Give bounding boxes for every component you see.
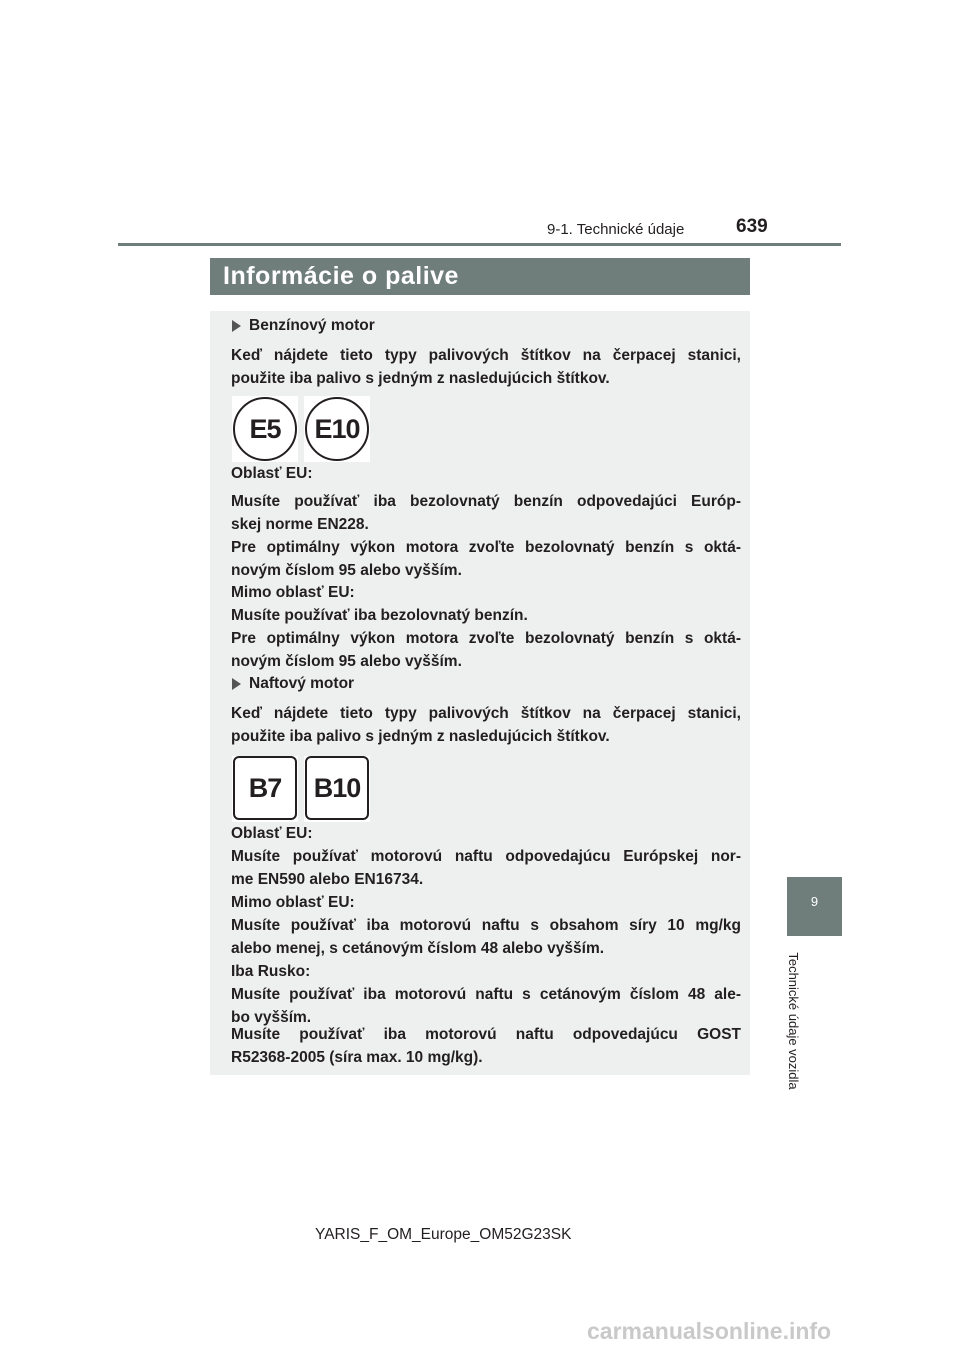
diesel-heading-label: Naftový motor (249, 675, 355, 692)
gasoline-eu-line: novým číslom 95 alebo vyšším. (231, 562, 462, 579)
watermark: carmanualsonline.info (587, 1318, 832, 1344)
gasoline-eu-line: Musíte používať iba bezolovnatý benzín odpovedajúci Európ- (231, 493, 741, 510)
triangle-bullet-icon (232, 678, 241, 690)
fuel-label-e5-text: E5 (233, 397, 297, 461)
diesel-eu-title: Oblasť EU: (231, 825, 313, 842)
diesel-intro-line: Keď nájdete tieto typy palivových štítkov na čerpacej stanici, (231, 705, 741, 722)
diesel-intro-line: použite iba palivo s jedným z nasledujúcich štítkov. (231, 728, 610, 745)
diesel-noneu-title: Mimo oblasť EU: (231, 894, 355, 911)
diesel-russia-line: Musíte používať iba motorovú naftu s cetánovým číslom 48 ale- (231, 986, 741, 1003)
diesel-noneu (231, 891, 741, 960)
diesel-eu (231, 822, 741, 891)
gasoline-intro-line: použite iba palivo s jedným z nasledujúcich štítkov. (231, 370, 610, 387)
gasoline-heading (232, 317, 375, 335)
gasoline-eu-text (231, 490, 741, 582)
triangle-bullet-icon (232, 320, 241, 332)
fuel-label-e10 (304, 396, 370, 462)
gasoline-eu-line: Pre optimálny výkon motora zvoľte bezolovnatý benzín s oktá- (231, 539, 741, 556)
fuel-label-b10 (304, 756, 370, 822)
diesel-russia-line: bo vyšším. (231, 1009, 312, 1026)
diesel-gost-line: R52368-2005 (síra max. 10 mg/kg). (231, 1049, 483, 1066)
diesel-russia (231, 960, 741, 1029)
page-number: 639 (736, 216, 768, 237)
fuel-label-b7 (232, 756, 298, 822)
diesel-gost-line: Musíte používať iba motorovú naftu odpovedajúcu GOST (231, 1026, 741, 1043)
chapter-side-label: Technické údaje vozidla (786, 952, 801, 1090)
diesel-russia-title: Iba Rusko: (231, 963, 311, 980)
fuel-label-e5 (232, 396, 298, 462)
gasoline-noneu-line: Pre optimálny výkon motora zvoľte bezolovnatý benzín s oktá- (231, 630, 741, 647)
fuel-label-b10-text: B10 (305, 756, 369, 820)
footer-doc-id: YARIS_F_OM_Europe_OM52G23SK (315, 1226, 572, 1243)
diesel-eu-line: me EN590 alebo EN16734. (231, 871, 424, 888)
gasoline-intro-line: Keď nájdete tieto typy palivových štítkov na čerpacej stanici, (231, 347, 741, 364)
header-section-title: 9-1. Technické údaje (547, 221, 685, 238)
chapter-tab (787, 877, 842, 936)
fuel-label-b7-text: B7 (233, 756, 297, 820)
gasoline-heading-label: Benzínový motor (249, 317, 375, 334)
gasoline-eu-line: skej norme EN228. (231, 516, 369, 533)
gasoline-noneu-line: novým číslom 95 alebo vyšším. (231, 653, 462, 670)
diesel-noneu-line: Musíte používať iba motorovú naftu s obsahom síry 10 mg/kg (231, 917, 741, 934)
page-title: Informácie o palive (223, 262, 459, 290)
diesel-noneu-line: alebo menej, s cetánovým číslom 48 alebo vyšším. (231, 940, 605, 957)
gasoline-noneu-line: Musíte používať iba bezolovnatý benzín. (231, 607, 528, 624)
gasoline-eu-title-text: Oblasť EU: (231, 465, 313, 482)
header-rule (118, 243, 841, 246)
chapter-tab-number: 9 (810, 894, 819, 909)
diesel-eu-line: Musíte používať motorovú naftu odpovedajúcu Európskej nor- (231, 848, 741, 865)
gasoline-eu-title (231, 462, 741, 485)
gasoline-noneu-title: Mimo oblasť EU: (231, 584, 355, 601)
title-bar (210, 258, 750, 295)
fuel-label-e10-text: E10 (305, 397, 369, 461)
diesel-gost (231, 1023, 741, 1069)
gasoline-noneu (231, 581, 741, 673)
diesel-intro (231, 702, 741, 748)
diesel-heading (232, 675, 354, 693)
gasoline-intro (231, 344, 741, 390)
content-box (210, 311, 750, 1075)
